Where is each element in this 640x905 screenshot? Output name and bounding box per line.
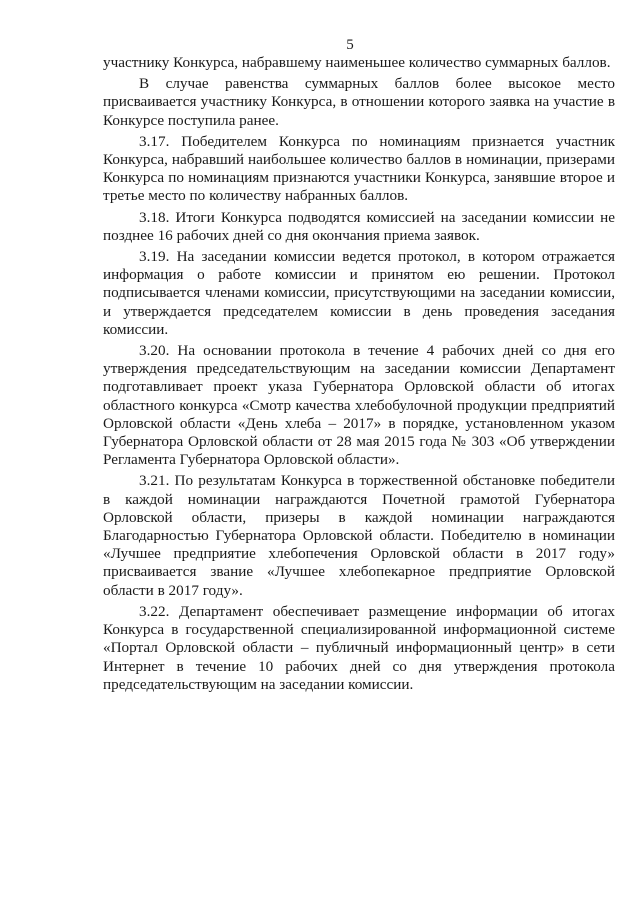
paragraph-3-21: 3.21. По результатам Конкурса в торжественной обстановке победители в каждой номинации награждаются Почетной грамотой Губернатора Орловской области, призеры в каждой номинации награждаются Благодарностью Губернатора Орловской области. Победителю в номинации «Лучшее предприятие хлебопечения Орловской области в 2017 году» присваивается звание «Лучшее хлебопекарное предприятие Орловской области в 2017 году». [103,472,615,599]
paragraph-3-17: 3.17. Победителем Конкурса по номинациям признается участник Конкурса, набравший наибольшее количество баллов в номинации, призерами Конкурса по номинациям признаются участники Конкурса, занявшие второе и третье место по количеству набранных баллов. [103,132,615,205]
document-body [103,54,615,697]
paragraph-3-22: 3.22. Департамент обеспечивает размещение информации об итогах Конкурса в государственной специализированной информационной системе «Портал Орловской области – публичный информационный центр» в сети Интернет в течение 10 рабочих дней со дня утверждения протокола председательствующим на заседании комиссии. [103,602,615,693]
paragraph-3-19: 3.19. На заседании комиссии ведется протокол, в котором отражается информация о работе комиссии и принятом ею решении. Протокол подписывается членами комиссии, присутствующими на заседании комиссии, и утверждается председателем комиссии в день проведения заседания комиссии. [103,248,615,338]
paragraph-tie-rule: В случае равенства суммарных баллов более высокое место присваивается участнику Конкурса, в отношении которого заявка на участие в Конкурсе поступила ранее. [103,75,615,129]
paragraph-3-20: 3.20. На основании протокола в течение 4 рабочих дней со дня его утверждения председательствующим на заседании комиссии Департамент подготавливает проект указа Губернатора Орловской области об итогах областного конкурса «Смотр качества хлебобулочной продукции предприятий Орловской области «День хлеба – 2017» в порядке, установленном указом Губернатора Орловской области от 28 мая 2015 года № 303 «Об утверждении Регламента Губернатора Орловской области». [103,342,615,469]
paragraph-continuation: участнику Конкурса, набравшему наименьшее количество суммарных баллов. [103,54,611,71]
paragraph-3-18: 3.18. Итоги Конкурса подводятся комиссией на заседании комиссии не позднее 16 рабочих дней со дня окончания приема заявок. [103,208,615,244]
page-number: 5 [346,37,354,53]
